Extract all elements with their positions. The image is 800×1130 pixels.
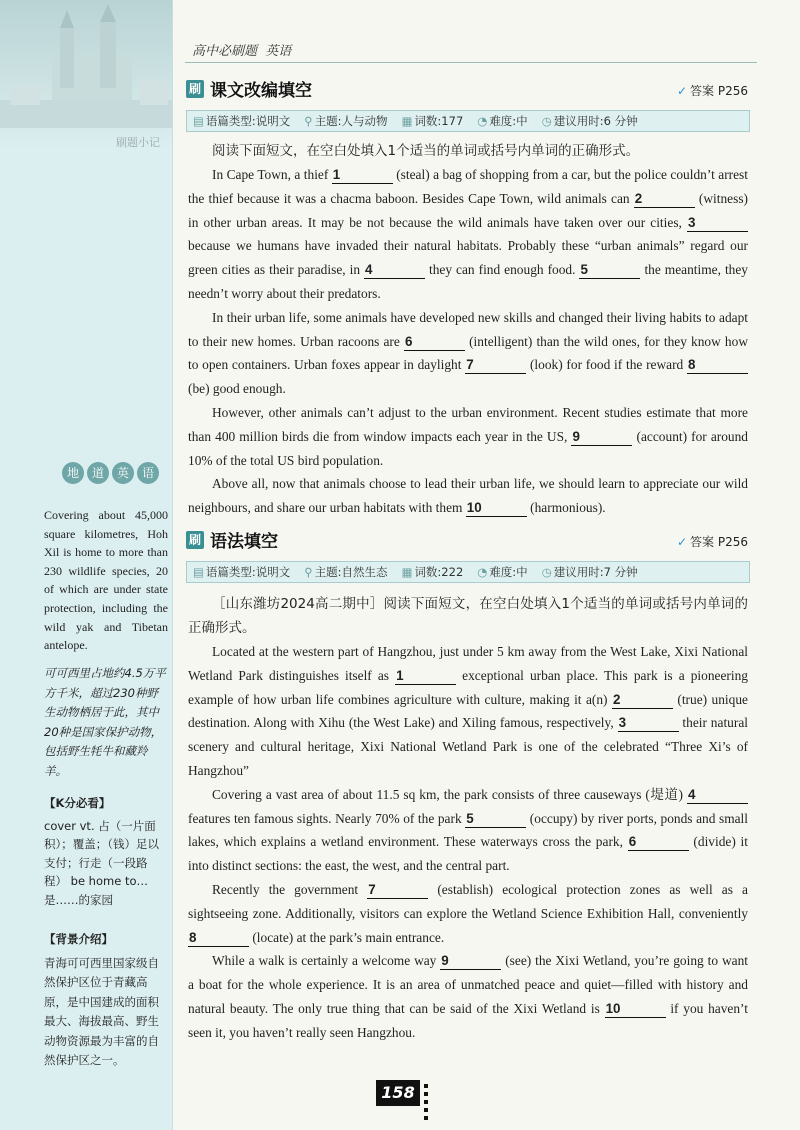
blank-10[interactable]: 10 (466, 500, 527, 517)
brush-icon: 刷 (186, 531, 204, 549)
blank-4[interactable]: 4 (364, 262, 425, 279)
meta-type: ▤ 语篇类型:说明文 (193, 565, 291, 579)
sidebar-photo (0, 0, 172, 150)
count-icon: ▦ (401, 565, 413, 579)
search-icon: ⚲ (304, 114, 313, 128)
difficulty-icon: ◔ (477, 565, 488, 579)
section2-paragraph: Covering a vast area of about 11.5 sq km, the park consists of three causeways (堤道) 4 features ten famous sights. Nearly 70% of the park 5 (occupy) by river ports, ponds and small lakes, which explains a wetland environment. These waterways cross the park, 6 (divide) it into distinct sections: the east, the west, and the central part. (188, 786, 748, 874)
k-body: cover vt. 占（一片面积）；覆盖；（钱）足以支付；行走（一段路程） be home to… 是……的家园 (44, 818, 159, 907)
bg-body: 青海可可西里国家级自然保护区位于青藏高原，是中国建成的面积最大、海拔最高、野生动物资源最为丰富的自然保护区之一。 (44, 955, 159, 1067)
blank-2[interactable]: 2 (634, 191, 695, 208)
section1-instruction: 阅读下面短文，在空白处填入1个适当的单词或括号内单词的正确形式。 (212, 143, 640, 159)
section1-title (186, 76, 312, 101)
section2-paragraph: While a walk is certainly a welcome way 9 (see) the Xixi Wetland, you’re going to want a boat for the whole experience. It is an area of unmatched peace and quiet—filled with history and natural beauty. The only true thing that can be said of the Xixi Wetland is 10 if you haven’t seen it, you haven’t really seen Hangzhou. (188, 953, 748, 1040)
section2-meta-bar (186, 561, 750, 583)
blank-1[interactable]: 1 (395, 668, 456, 685)
sidebar-english-note: Covering about 45,000 square kilometres, Hoh Xil is home to more than 230 wildlife species, 20 of which are under state protection, including the wild yak and Tibetan antelope. (44, 508, 168, 653)
blank-7[interactable]: 7 (367, 882, 428, 899)
meta-words: ▦ 词数:177 (401, 114, 464, 128)
answer-text: 答案 P256 (690, 84, 748, 98)
check-icon: ✓ (676, 535, 688, 549)
doc-icon: ▤ (193, 114, 204, 128)
blank-6[interactable]: 6 (628, 834, 689, 851)
answer-text: 答案 P256 (690, 535, 748, 549)
section2-title (186, 527, 278, 552)
blank-2[interactable]: 2 (612, 692, 673, 709)
meta-theme: ⚲ 主题:人与动物 (304, 114, 388, 128)
section2-title-text: 语法填空 (210, 532, 278, 552)
book-title: 高中必刷题 (192, 44, 258, 59)
search-icon: ⚲ (304, 565, 313, 579)
meta-words: ▦ 词数:222 (401, 565, 464, 579)
section1-title-text: 课文改编填空 (210, 81, 312, 101)
count-icon: ▦ (401, 114, 413, 128)
blank-9[interactable]: 9 (571, 429, 632, 446)
blank-6[interactable]: 6 (404, 334, 465, 351)
sidebar-caption: 刷题小记 (116, 136, 160, 149)
section2-passage (188, 592, 748, 1045)
page-marker-dots (424, 1084, 428, 1124)
section2-paragraph: Recently the government 7 (establish) ecological protection zones as well as a sightseeing zone. Additionally, visitors can explore the Wetland Science Exhibition Hall, conveniently 8 (locate) at the park’s main entrance. (188, 881, 748, 945)
meta-time: ◷ 建议用时:6 分钟 (541, 114, 638, 128)
section1-paragraph: However, other animals can’t adjust to the urban environment. Recent studies estimate that more than 400 million birds die from window impacts each year in the US, 9 (account) for around 10% of the total US bird population. (188, 404, 748, 468)
section1-passage (188, 139, 748, 520)
blank-1[interactable]: 1 (332, 167, 393, 184)
brush-icon: 刷 (186, 80, 204, 98)
section1-paragraph: In Cape Town, a thief 1 (steal) a bag of shopping from a car, but the police couldn’t arrest the thief because it was a chacma baboon. Besides Cape Town, wild animals can 2 (witness) in other urban areas. It may be not because the wild animals have taken over our cities, 3 because we humans have invaded their natural habitats. Probably these “urban animals” regard our green cities as their paradise, in 4 they can find enough food. 5 the meantime, they needn’t worry about their predators. (188, 167, 748, 301)
sidebar (0, 0, 173, 1130)
meta-difficulty: ◔ 难度:中 (477, 565, 528, 579)
blank-10[interactable]: 10 (605, 1001, 666, 1018)
bg-heading: 【背景介绍】 (44, 932, 113, 946)
blank-8[interactable]: 8 (188, 930, 249, 947)
section1-answer-ref (677, 82, 748, 99)
meta-type: ▤ 语篇类型:说明文 (193, 114, 291, 128)
blank-4[interactable]: 4 (687, 787, 748, 804)
clock-icon: ◷ (541, 565, 552, 579)
badge-char: 英 (112, 462, 134, 484)
blank-5[interactable]: 5 (465, 811, 526, 828)
blank-3[interactable]: 3 (687, 215, 748, 232)
section1-paragraph: Above all, now that animals choose to lead their urban life, we should learn to appreciate our wild neighbours, and share our urban habitats with them 10 (harmonious). (188, 476, 748, 516)
doc-icon: ▤ (193, 565, 204, 579)
sidebar-k-section (44, 794, 168, 909)
section2-instruction: ［山东潍坊2024高二期中］阅读下面短文，在空白处填入1个适当的单词或括号内单词的正确形式。 (188, 596, 748, 636)
section1-meta-bar (186, 110, 750, 132)
badge-char: 道 (87, 462, 109, 484)
subject: 英语 (265, 44, 292, 59)
check-icon: ✓ (676, 84, 688, 98)
meta-theme: ⚲ 主题:自然生态 (304, 565, 388, 579)
difficulty-icon: ◔ (477, 114, 488, 128)
idiomatic-english-badge (62, 462, 159, 486)
section2-answer-ref (677, 533, 748, 550)
badge-char: 语 (137, 462, 159, 484)
sidebar-background-section (44, 930, 168, 1071)
meta-difficulty: ◔ 难度:中 (477, 114, 528, 128)
k-heading: 【K分必看】 (44, 796, 111, 810)
meta-time: ◷ 建议用时:7 分钟 (541, 565, 638, 579)
sidebar-chinese-note: 可可西里占地约4.5万平方千米，超过230种野生动物栖居于此，其中20种是国家保护动物，包括野生牦牛和藏羚羊。 (44, 666, 166, 778)
blank-8[interactable]: 8 (687, 357, 748, 374)
blank-3[interactable]: 3 (618, 715, 679, 732)
badge-char: 地 (62, 462, 84, 484)
church-illustration (0, 0, 172, 150)
blank-9[interactable]: 9 (440, 953, 501, 970)
section2-paragraph: Located at the western part of Hangzhou, just under 5 km away from the West Lake, Xixi National Wetland Park distinguishes itself as 1 exceptional urban place. This park is a pioneering example of how urban life combines agriculture with culture, making it a(n) 2 (true) unique destination. Along with Xihu (the West Lake) and Xiling famous, respectively, 3 their natural scenery and cultural heritage, Xixi National Wetland Park is one of the celebrated “Three Xi’s of Hangzhou” (188, 644, 749, 778)
header-divider (185, 62, 757, 63)
blank-5[interactable]: 5 (579, 262, 640, 279)
clock-icon: ◷ (541, 114, 552, 128)
running-header (192, 40, 291, 59)
section1-paragraph: In their urban life, some animals have developed new skills and changed their living habits to adapt to their new homes. Urban racoons are 6 (intelligent) than the wild ones, for they know how to open containers. Urban foxes appear in daylight 7 (look) for food if the reward 8 (be) good enough. (188, 309, 748, 397)
blank-7[interactable]: 7 (465, 357, 526, 374)
page-number: 158 (376, 1080, 420, 1106)
